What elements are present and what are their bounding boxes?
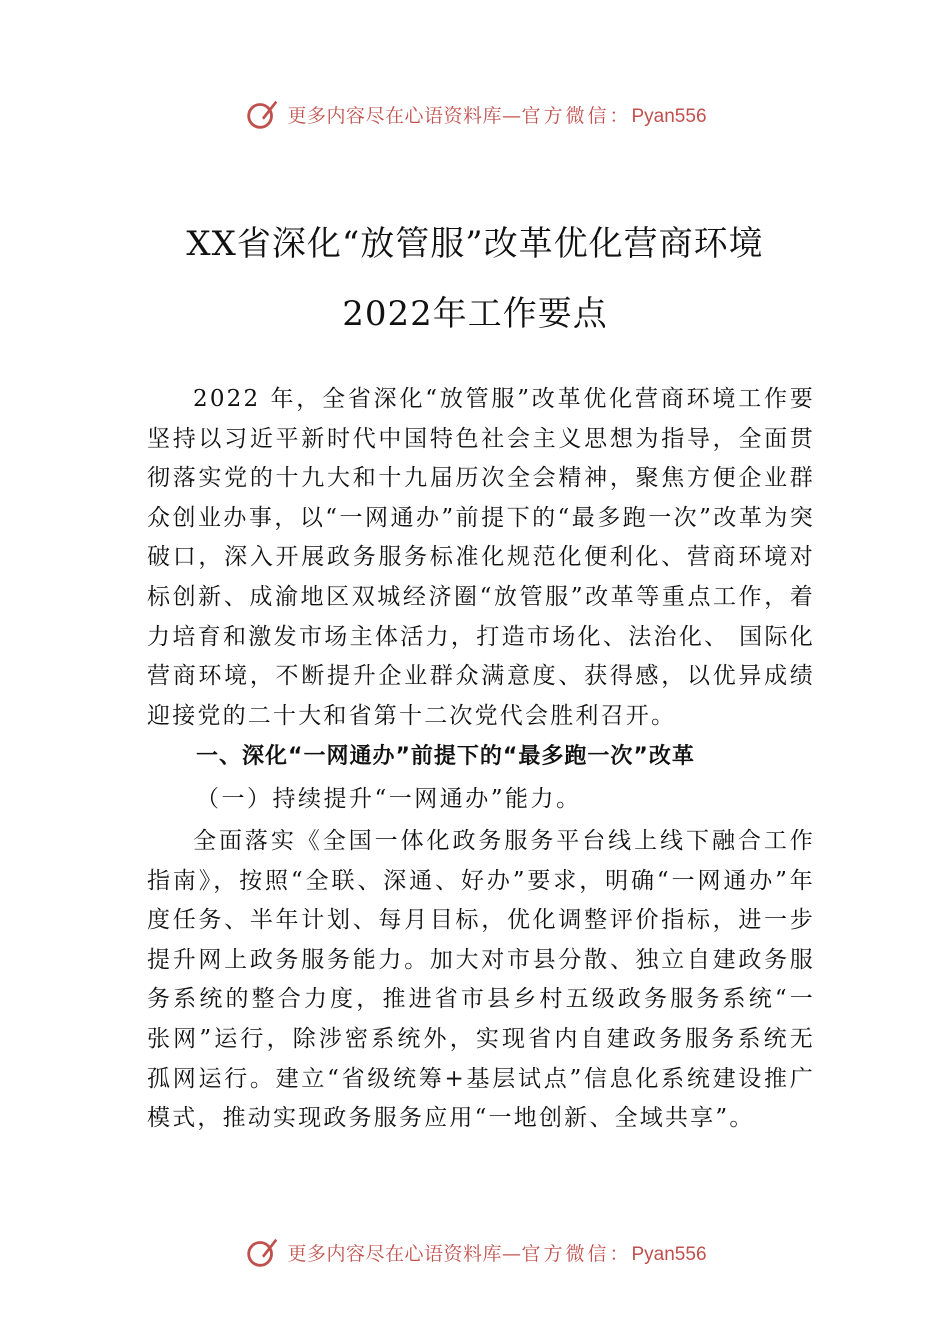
quill-pen-logo-icon <box>243 95 281 133</box>
banner-wechat-label: 官方微信： <box>521 104 632 127</box>
banner-wechat-label: 官方微信： <box>521 1242 632 1265</box>
intro-paragraph: 2022 年，全省深化“放管服”改革优化营商环境工作要坚持以习近平新时代中国特色社会主义思想为指导，全面贯彻落实党的十九大和十九届历次全会精神，聚焦方便企业群众创业办事，以“一网通办”前提下的“最多跑一次”改革为突破口，深入开展政务服务标准化规范化便利化、营商环境对标创新、成渝地区双城经济圈“放管服”改革等重点工作，着力培育和激发市场主体活力，打造市场化、法治化、 国际化营商环境，不断提升企业群众满意度、获得感，以优异成绩迎接党的二十大和省第十二次党代会胜利召开。 <box>147 386 815 729</box>
banner-wechat-id: Pyan556 <box>631 105 707 127</box>
banner-site-name: 更多内容尽在心语资料库 <box>287 104 502 127</box>
document-title-line-2: 2022年工作要点 <box>342 294 608 334</box>
document-title-line-1: XX省深化“放管服”改革优化营商环境 <box>186 224 764 264</box>
footer-watermark-banner <box>0 1230 950 1274</box>
subsection-1-paragraph: 全面落实《全国一体化政务服务平台线上线下融合工作指南》，按照“全联、深通、好办”要求，明确“一网通办”年度任务、半年计划、每月目标，优化调整评价指标，进一步提升网上政务服务能力。加大对市县分散、独立自建政务服务系统的整合力度，推进省市县乡村五级政务服务系统“一张网”运行，除涉密系统外，实现省内自建政务服务系统无孤网运行。建立“省级统筹+基层试点”信息化系统建设推广模式，推动实现政务服务应用“一地创新、全域共享”。 <box>147 828 815 1132</box>
banner-wechat-id: Pyan556 <box>631 1243 707 1265</box>
banner-text <box>287 101 706 128</box>
subsection-1-heading: （一）持续提升“一网通办”能力。 <box>196 786 582 812</box>
banner-site-name: 更多内容尽在心语资料库 <box>287 1242 502 1265</box>
header-watermark-banner <box>0 92 950 136</box>
banner-text <box>287 1239 706 1266</box>
quill-pen-logo-icon <box>243 1233 281 1271</box>
banner-dash: — <box>501 1242 522 1265</box>
banner-dash: — <box>501 104 522 127</box>
section-1-heading: 一、深化“一网通办”前提下的“最多跑一次”改革 <box>196 744 695 769</box>
